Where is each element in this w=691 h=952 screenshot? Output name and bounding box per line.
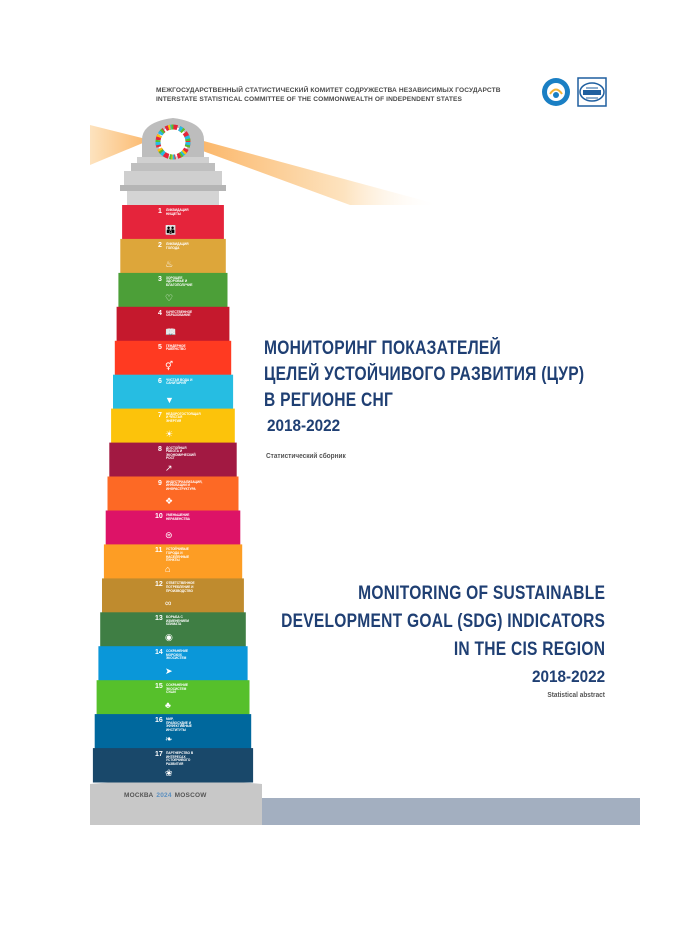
sdg-goal-number: 4 bbox=[158, 309, 162, 317]
title-ru-line1: МОНИТОРИНГ ПОКАЗАТЕЛЕЙ bbox=[264, 338, 501, 359]
sdg-goal-label: СОХРАНЕНИЕ ЭКОСИСТЕМ СУШИ bbox=[166, 683, 188, 695]
sdg-goal-number: 7 bbox=[158, 411, 162, 419]
title-en bbox=[210, 580, 605, 690]
infinity-icon: ∞ bbox=[165, 598, 172, 609]
water-icon: ▼ bbox=[165, 394, 174, 405]
subtitle-ru: Статистический сборник bbox=[266, 451, 346, 460]
sdg-goal-number: 2 bbox=[158, 241, 162, 249]
sdg-goal-label: ИНДУСТРИАЛИЗАЦИЯ, ИННОВАЦИИ И ИНФРАСТРУКТУРА bbox=[166, 479, 203, 491]
title-en-line2: DEVELOPMENT GOAL (SDG) INDICATORS bbox=[280, 611, 605, 632]
imprint-city-ru: МОСКВА bbox=[124, 792, 154, 799]
rings-icon: ❀ bbox=[165, 768, 173, 778]
title-ru bbox=[264, 336, 655, 438]
sdg-wheel-icon bbox=[158, 127, 188, 157]
footer-band bbox=[262, 798, 640, 825]
sdg-goal-label: ДОСТОЙНАЯ РАБОТА И ЭКОНОМИЧЕСКИЙ РОСТ bbox=[166, 445, 196, 461]
sdg-goal-number: 14 bbox=[155, 649, 163, 657]
fish-icon: ➤ bbox=[165, 666, 173, 677]
sun-icon: ☀ bbox=[165, 428, 174, 439]
publisher-name-ru: МЕЖГОСУДАРСТВЕННЫЙ СТАТИСТИЧЕСКИЙ КОМИТЕТ СОДРУЖЕСТВА НЕЗАВИСИМЫХ ГОСУДАРСТВ bbox=[156, 87, 501, 94]
book-icon: 📖 bbox=[165, 326, 177, 337]
title-ru-years: 2018-2022 bbox=[267, 416, 341, 435]
city-icon: ⌂ bbox=[165, 564, 171, 575]
cubes-icon: ❖ bbox=[165, 496, 174, 507]
sdg-goal-label: СОХРАНЕНИЕ МОРСКИХ ЭКОСИСТЕМ bbox=[166, 649, 188, 661]
publisher-name-en: INTERSTATE STATISTICAL COMMITTEE OF THE COMMONWEALTH OF INDEPENDENT STATES bbox=[156, 96, 463, 103]
sdg-goal-label: ЛИКВИДАЦИЯ НИЩЕТЫ bbox=[166, 208, 189, 216]
sdg-goal-label: ХОРОШЕЕ ЗДОРОВЬЕ И БЛАГОПОЛУЧИЕ bbox=[166, 275, 193, 288]
sdg-goal-label: КАЧЕСТВЕННОЕ ОБРАЗОВАНИЕ bbox=[166, 309, 193, 318]
sdg-goal-label: ЧИСТАЯ ВОДА И САНИТАРИЯ bbox=[166, 377, 193, 386]
sdg-goal-number: 15 bbox=[155, 683, 163, 691]
title-en-line3: IN THE CIS REGION bbox=[453, 639, 605, 660]
sdg-goal-number: 1 bbox=[158, 208, 162, 215]
sdg-goal-label: НЕДОРОГОСТОЯЩАЯ И ЧИСТАЯ ЭНЕРГИЯ bbox=[166, 411, 201, 423]
bowl-icon: ♨ bbox=[165, 258, 174, 269]
gender-icon: ⚥ bbox=[165, 360, 174, 371]
sdg-goal-label: ЛИКВИДАЦИЯ ГОЛОДА bbox=[166, 241, 189, 250]
sdg-goal-label: МИР, ПРАВОСУДИЕ И ЭФФЕКТИВНЫЕ ИНСТИТУТЫ bbox=[166, 717, 192, 732]
sdg-goal-label: УСТОЙЧИВЫЕ ГОРОДА И НАСЕЛЕННЫЕ ПУНКТЫ bbox=[166, 547, 190, 563]
imprint-year: 2024 bbox=[156, 792, 172, 799]
sdg-goal-number: 13 bbox=[155, 615, 163, 623]
sdg-goal-label: ГЕНДЕРНОЕ РАВЕНСТВО bbox=[166, 343, 186, 352]
sdg-goal-number: 5 bbox=[158, 343, 162, 351]
growth-icon: ↗ bbox=[165, 462, 173, 473]
sdg-goal-number: 11 bbox=[155, 547, 163, 555]
sdg-goal-label: УМЕНЬШЕНИЕ НЕРАВЕНСТВА bbox=[166, 513, 190, 522]
tree-icon: ♣ bbox=[165, 700, 171, 711]
equal-icon: ⊜ bbox=[165, 530, 173, 541]
imprint bbox=[124, 792, 207, 799]
imprint-city-en: MOSCOW bbox=[174, 792, 207, 799]
heartbeat-icon: ♡ bbox=[165, 292, 174, 303]
people-icon: 👪 bbox=[165, 224, 177, 235]
eye-icon: ◉ bbox=[165, 632, 173, 643]
subtitle-en: Statistical abstract bbox=[547, 690, 605, 699]
title-en-line1: MONITORING OF SUSTAINABLE bbox=[357, 583, 605, 604]
sdg-goal-label: БОРЬБА С ИЗМЕНЕНИЕМ КЛИМАТА bbox=[166, 615, 189, 627]
sdg-goal-number: 10 bbox=[155, 513, 163, 521]
title-en-years: 2018-2022 bbox=[531, 667, 605, 686]
sdg-goal-label: ОТВЕТСТВЕННОЕ ПОТРЕБЛЕНИЕ И ПРОИЗВОДСТВО bbox=[166, 581, 195, 593]
sdg-goal-number: 16 bbox=[155, 717, 163, 725]
sdg-goal-number: 17 bbox=[155, 751, 163, 759]
sdg-goal-number: 9 bbox=[158, 479, 162, 487]
sdg-goal-number: 12 bbox=[155, 581, 163, 589]
title-ru-line2: ЦЕЛЕЙ УСТОЙЧИВОГО РАЗВИТИЯ (ЦУР) bbox=[264, 364, 585, 385]
sdg-goal-number: 3 bbox=[158, 275, 162, 283]
title-ru-line3: В РЕГИОНЕ СНГ bbox=[264, 390, 394, 411]
sdg-goal-label: ПАРТНЕРСТВО В ИНТЕРЕСАХ УСТОЙЧИВОГО РАЗВИТИЯ bbox=[166, 751, 194, 766]
sdg-goal-number: 8 bbox=[158, 445, 162, 453]
dove-icon: ❧ bbox=[165, 734, 173, 745]
sdg-goal-number: 6 bbox=[158, 377, 162, 385]
